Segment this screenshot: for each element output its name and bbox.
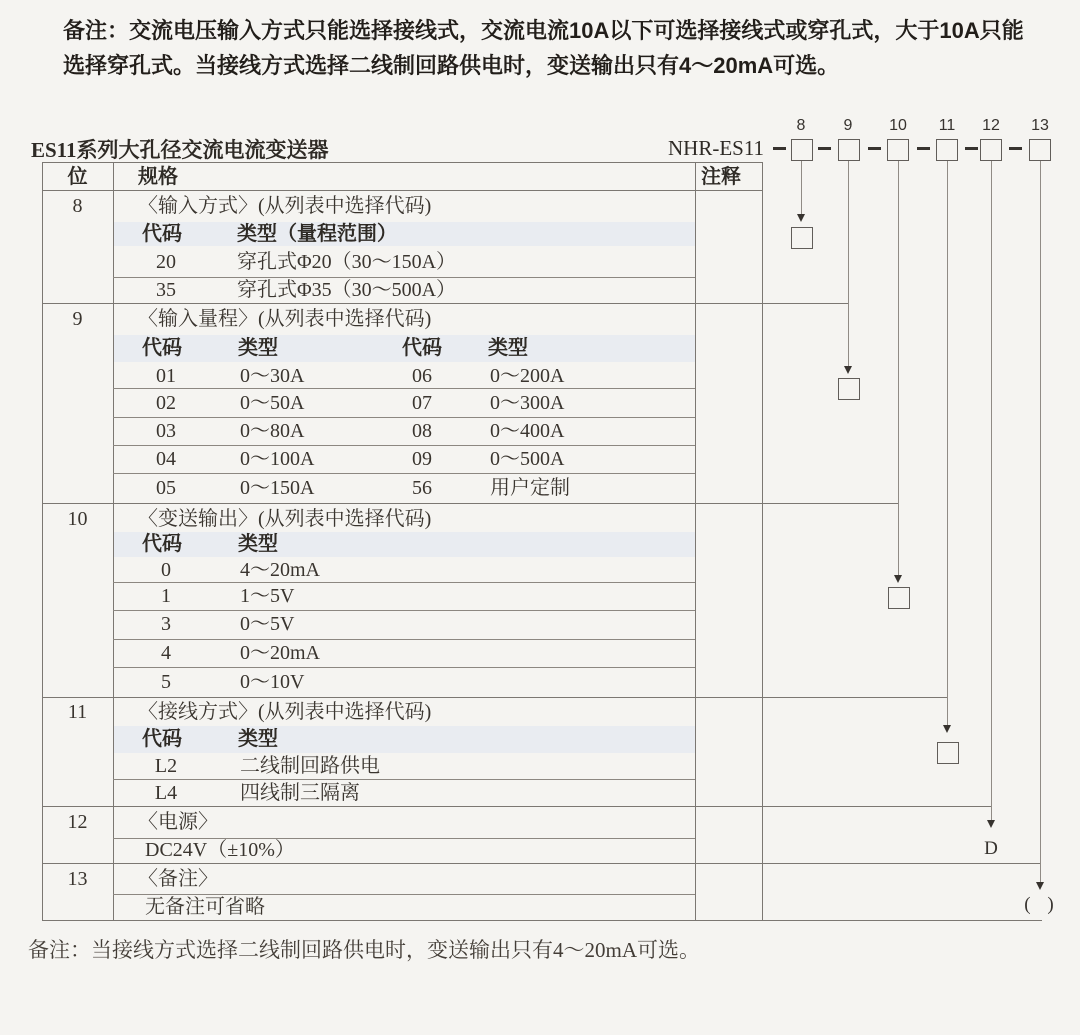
digit-label: 12 bbox=[982, 117, 1000, 134]
connector-line bbox=[1040, 161, 1041, 882]
drop-box bbox=[791, 227, 813, 249]
type-cell: 0～400A bbox=[490, 420, 565, 442]
drop-box bbox=[937, 742, 959, 764]
divider bbox=[113, 667, 695, 668]
divider bbox=[42, 806, 991, 807]
top-note: 备注：交流电压输入方式只能选择接线式，交流电流10A以下可选择接线式或穿孔式，大于10A只能选择穿孔式。当接线方式选择二线制回路供电时，变送输出只有4～20mA可选。 bbox=[63, 18, 1024, 78]
digit-label: 9 bbox=[843, 117, 853, 134]
code-cell: 35 bbox=[156, 279, 176, 301]
type-header: 类型 bbox=[488, 337, 528, 359]
divider bbox=[113, 639, 695, 640]
type-cell: 0～50A bbox=[240, 392, 305, 414]
dash bbox=[868, 147, 881, 150]
code-cell: 3 bbox=[161, 613, 171, 635]
spec-title: 〈备注〉 bbox=[138, 868, 218, 890]
type-cell: 0～5V bbox=[240, 613, 295, 635]
power-code-label: D bbox=[984, 838, 998, 859]
code-box bbox=[980, 139, 1002, 161]
type-cell: 4～20mA bbox=[240, 559, 320, 581]
arrow-down-icon bbox=[797, 214, 805, 222]
type-cell: 四线制三隔离 bbox=[240, 782, 360, 804]
bottom-note: 备注：当接线方式选择二线制回路供电时，变送输出只有4～20mA可选。 bbox=[28, 938, 700, 962]
drop-box bbox=[888, 587, 910, 609]
column-header-note: 注释 bbox=[701, 166, 741, 188]
divider bbox=[42, 863, 1040, 864]
spec-title: 〈变送输出〉(从列表中选择代码) bbox=[138, 508, 432, 530]
digit-label: 8 bbox=[796, 117, 806, 134]
note-placeholder-label: ( ) bbox=[1024, 894, 1060, 915]
code-cell: 03 bbox=[156, 420, 176, 442]
column-header-spec: 规格 bbox=[138, 166, 178, 188]
type-header: 类型 bbox=[238, 337, 278, 359]
type-cell: 用户定制 bbox=[490, 477, 570, 499]
divider bbox=[42, 697, 947, 698]
code-cell: 07 bbox=[412, 392, 432, 414]
type-cell: 0～300A bbox=[490, 392, 565, 414]
connector-line bbox=[947, 161, 948, 725]
connector-line bbox=[898, 161, 899, 575]
drop-box bbox=[838, 378, 860, 400]
dash bbox=[773, 147, 786, 150]
code-header-band bbox=[114, 222, 695, 246]
arrow-down-icon bbox=[894, 575, 902, 583]
code-cell: 56 bbox=[412, 477, 432, 499]
spec-title: 〈电源〉 bbox=[138, 811, 218, 833]
connector-line bbox=[991, 161, 992, 820]
position-number: 12 bbox=[67, 811, 88, 833]
type-cell: 1～5V bbox=[240, 585, 295, 607]
code-box bbox=[791, 139, 813, 161]
product-title: ES11系列大孔径交流电流变送器 bbox=[31, 138, 329, 162]
type-cell: 穿孔式Φ35（30～500A） bbox=[237, 279, 457, 301]
type-header: 类型（量程范围） bbox=[237, 223, 397, 245]
divider bbox=[42, 920, 1042, 921]
code-cell: 08 bbox=[412, 420, 432, 442]
code-box bbox=[887, 139, 909, 161]
code-cell: L4 bbox=[154, 782, 178, 804]
code-header: 代码 bbox=[142, 337, 182, 359]
spec-title: 〈接线方式〉(从列表中选择代码) bbox=[138, 701, 432, 723]
arrow-down-icon bbox=[943, 725, 951, 733]
code-header: 代码 bbox=[142, 728, 182, 750]
type-cell: 0～20mA bbox=[240, 642, 320, 664]
type-cell: 0～100A bbox=[240, 448, 315, 470]
code-cell: 05 bbox=[156, 477, 176, 499]
code-cell: L2 bbox=[154, 755, 178, 777]
divider bbox=[42, 190, 762, 191]
code-cell: 02 bbox=[156, 392, 176, 414]
spec-title: 〈输入方式〉(从列表中选择代码) bbox=[138, 195, 432, 217]
dash bbox=[818, 147, 831, 150]
divider bbox=[113, 473, 695, 474]
code-header-band bbox=[114, 726, 695, 753]
position-number: 11 bbox=[67, 701, 88, 723]
arrow-down-icon bbox=[987, 820, 995, 828]
position-number: 10 bbox=[67, 508, 88, 530]
divider bbox=[42, 162, 762, 163]
model-number: NHR-ES11 bbox=[668, 136, 765, 160]
type-header: 类型 bbox=[238, 728, 278, 750]
dash bbox=[1009, 147, 1022, 150]
divider bbox=[42, 503, 898, 504]
type-cell: 0～80A bbox=[240, 420, 305, 442]
code-cell: 09 bbox=[412, 448, 432, 470]
code-cell: 01 bbox=[156, 365, 176, 387]
code-header: 代码 bbox=[402, 337, 442, 359]
spec-value: DC24V（±10%） bbox=[145, 839, 295, 861]
divider bbox=[113, 779, 695, 780]
digit-label: 13 bbox=[1031, 117, 1049, 134]
digit-label: 10 bbox=[889, 117, 907, 134]
code-header: 代码 bbox=[142, 533, 182, 555]
code-cell: 1 bbox=[161, 585, 171, 607]
type-cell: 0～30A bbox=[240, 365, 305, 387]
arrow-down-icon bbox=[844, 366, 852, 374]
code-box bbox=[838, 139, 860, 161]
arrow-down-icon bbox=[1036, 882, 1044, 890]
dash bbox=[965, 147, 978, 150]
connector-line bbox=[848, 161, 849, 366]
code-box bbox=[1029, 139, 1051, 161]
code-cell: 20 bbox=[156, 251, 176, 273]
code-cell: 0 bbox=[161, 559, 171, 581]
position-number: 8 bbox=[72, 195, 83, 217]
type-cell: 0～10V bbox=[240, 671, 305, 693]
position-number: 9 bbox=[72, 308, 83, 330]
digit-label: 11 bbox=[938, 117, 956, 134]
type-header: 类型 bbox=[238, 533, 278, 555]
code-cell: 04 bbox=[156, 448, 176, 470]
code-box bbox=[936, 139, 958, 161]
divider bbox=[113, 610, 695, 611]
type-cell: 0～150A bbox=[240, 477, 315, 499]
code-header: 代码 bbox=[142, 223, 182, 245]
code-cell: 06 bbox=[412, 365, 432, 387]
divider bbox=[42, 303, 848, 304]
spec-title: 〈输入量程〉(从列表中选择代码) bbox=[138, 308, 432, 330]
column-header-pos: 位 bbox=[67, 166, 88, 188]
type-cell: 0～500A bbox=[490, 448, 565, 470]
spec-value: 无备注可省略 bbox=[145, 896, 265, 918]
code-cell: 5 bbox=[161, 671, 171, 693]
connector-line bbox=[801, 161, 802, 214]
divider bbox=[113, 582, 695, 583]
dash bbox=[917, 147, 930, 150]
type-cell: 二线制回路供电 bbox=[240, 755, 380, 777]
type-cell: 0～200A bbox=[490, 365, 565, 387]
type-cell: 穿孔式Φ20（30～150A） bbox=[237, 251, 457, 273]
position-number: 13 bbox=[67, 868, 88, 890]
code-cell: 4 bbox=[161, 642, 171, 664]
code-header-band bbox=[114, 532, 695, 557]
